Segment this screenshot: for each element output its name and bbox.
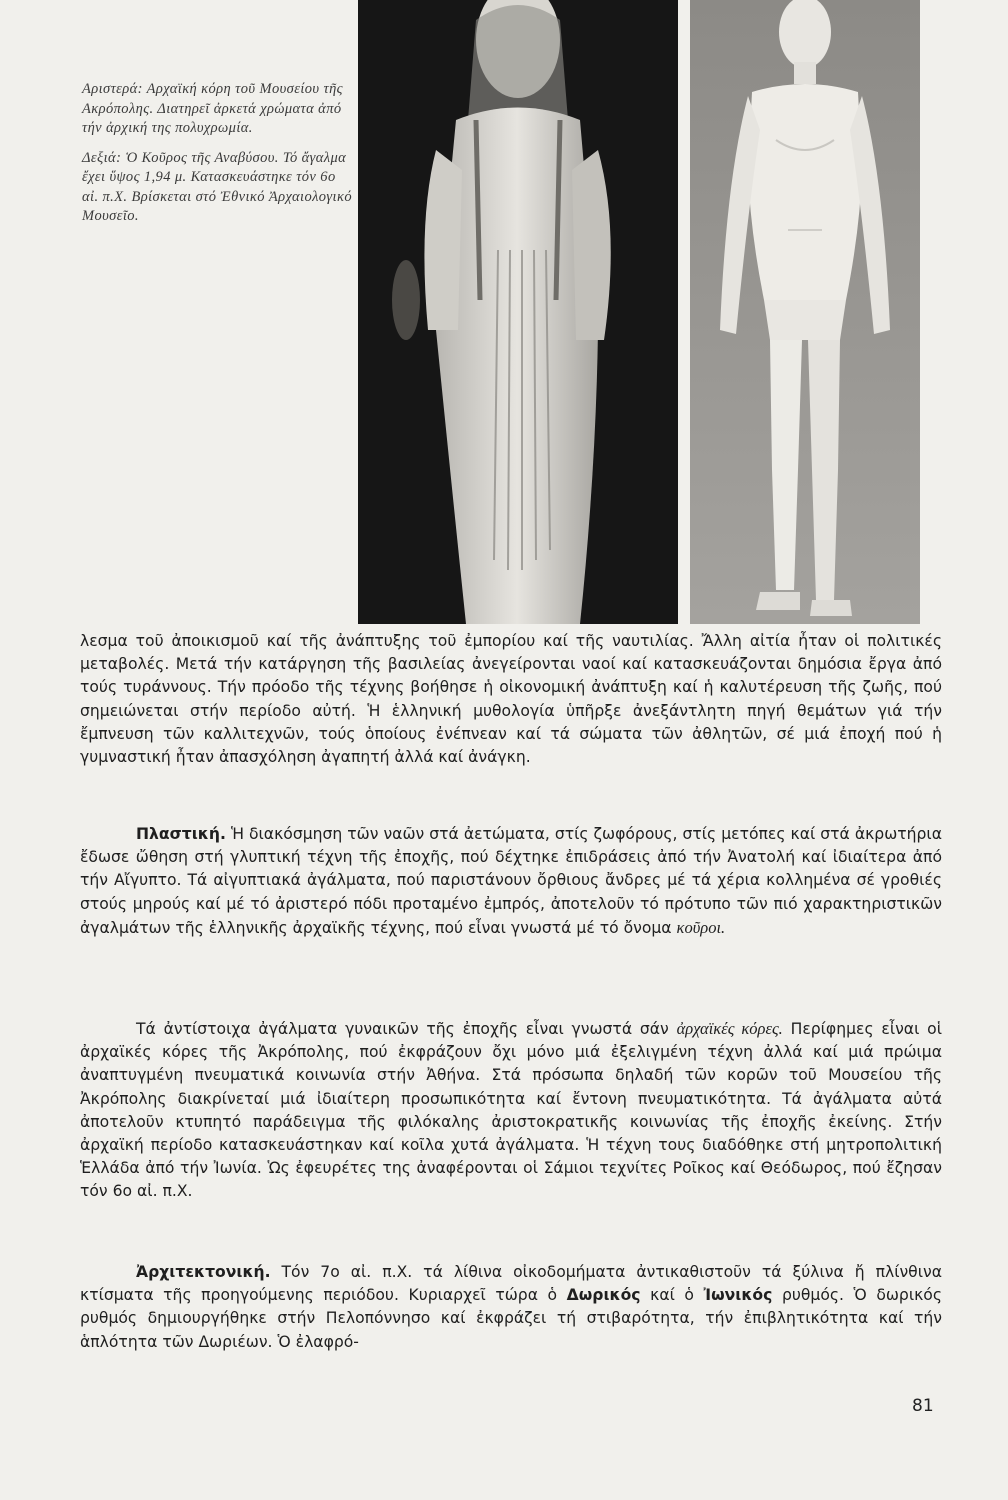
kouros-statue-image [690,0,920,624]
korai-text-b: Περίφημες εἶναι οἱ ἀρχαϊκές κόρες τῆς Ἀκρόπολης, πού ἐκφράζουν ὄχι μόνο μιά ἐξελιγμένη τέχνη ἀλλά καί μιά πρώιμα ἀναπτυγμένη πνευματικά κοινωνία στήν Ἀθήνα. Στά πρόσωπα δηλαδή τῶν κορῶν τοῦ Μουσείου τῆς Ἀκρόπολης διακρίνεταί μιά ἰδιαίτερη προσωπικότητα καί ἔντονη πνευματικότητα. Τά ἀγάλματα αὐτά ἀποτελοῦν κτυπητό παράδειγμα τῆς φιλόκαλης ἀριστοκρατικῆς κοινωνίας τῆς ἐποχῆς ἐκείνης. Στήν ἀρχαϊκή περίοδο κατασκευάστηκαν καί κοῖλα χυτά ἀγάλματα. Ἡ τέχνη τους διαδόθηκε στή μητροπολιτική Ἑλλάδα ἀπό τήν Ἰωνία. Ὡς ἐφευρέτες της ἀναφέρονται οἱ Σάμιοι τεχνίτες Ροῖκος καί Θεόδωρος, πού ἔζησαν τόν 6ο αἰ. π.Χ. [80,1020,942,1201]
kore-photo [358,0,678,624]
architecture-text-a: Τόν 7ο αἰ. π.Χ. τά λίθινα οἰκοδομήματα ἀντικαθιστοῦν τά ξύλινα ἤ πλίνθινα κτίσματα τῆς προηγούμενης περιόδου. Κυριαρχεῖ τώρα ὁ [80,1263,942,1305]
kore-statue-image [358,0,678,624]
korai-text-a: Τά ἀντίστοιχα ἀγάλματα γυναικῶν τῆς ἐποχῆς εἶναι γνωστά σάν [136,1020,677,1038]
paragraph-korai [80,1017,942,1204]
doric-term: Δωρικός [566,1286,641,1305]
architecture-heading: Ἀρχιτεκτονική. [136,1263,271,1281]
paragraph-sculpture [80,823,942,940]
kouroi-term: κοῦροι. [676,917,726,937]
paragraph-architecture [80,1261,942,1354]
image-caption [82,80,354,237]
kouros-photo [690,0,920,624]
sculpture-text: Ἡ διακόσμηση τῶν ναῶν στά ἀετώματα, στίς ζωφόρους, στίς μετόπες καί στά ἀκρωτήρια ἔδωσε ὤθηση στή γλυπτική τέχνη τῆς ἐποχῆς, πού δέχτηκε ἐπιδράσεις ἀπό τήν Ἀνατολή καί ἰδιαίτερα ἀπό τήν Αἴγυπτο. Τά αἰγυπτιακά ἀγάλματα, πού παριστάνουν ὄρθιους ἄνδρες μέ τά χέρια κολλημένα σέ γροθιές στούς μηρούς καί μέ τό ἀριστερό πόδι προταμένο ἐμπρός, ἀποτελοῦν τό πρότυπο τῶν πιό χαρακτηριστικῶν ἀγαλμάτων τῆς ἑλληνικῆς ἀρχαϊκῆς τέχνης, πού εἶναι γνωστά μέ τό ὄνομα [80,825,942,937]
page-number: 81 [912,1396,934,1416]
paragraph-1 [80,630,942,769]
caption-left: Αριστερά: Αρχαϊκή κόρη τοῦ Μουσείου τῆς Ακρόπολης. Διατηρεῖ ἀρκετά χρώματα ἀπό τήν ἀρχική της πολυχρωμία. [82,81,343,136]
architecture-text-c: ρυθμός. Ὁ δωρικός ρυθμός δημιουργήθηκε στήν Πελοπόννησο καί ἐκφράζει τή στιβαρότητα, τήν ἐπιβλητικότητα καί τήν ἁπλότητα τῶν Δωριέων. Ὁ ἐλαφρό- [80,1286,942,1351]
caption-right: Δεξιά: Ὁ Κοῦρος τῆς Αναβύσου. Τό ἄγαλμα ἔχει ὕψος 1,94 μ. Κατασκευάστηκε τόν 6ο αἰ. π.Χ. Βρίσκεται στό Ἐθνικό Ἀρχαιολογικό Μουσεῖο. [82,149,352,224]
sculpture-heading: Πλαστική. [136,825,226,843]
paragraph-1-text: λεσμα τοῦ ἀποικισμοῦ καί τῆς ἀνάπτυξης τοῦ ἐμπορίου καί τῆς ναυτιλίας. Ἄλλη αἰτία ἦταν οἱ πολιτικές μεταβολές. Μετά τήν κατάργηση τῆς βασιλείας ἀνεγείρονται ναοί καί κατασκευάζονται δημόσια ἔργα ἀπό τούς τυράννους. Τήν πρόοδο τῆς τέχνης βοήθησε ἡ οἰκονομική ἀνάπτυξη καί ἡ καλυτέρευση τῆς ζωῆς, πού σημειώνεται στήν περίοδο αὐτή. Ἡ ἑλληνική μυθολογία ὑπῆρξε ἀνεξάντλητη πηγή θεμάτων γιά τήν ἔμπνευση τῶν καλλιτεχνῶν, τούς ὁποίους ἐνέπνεαν καί τά σώματα τῶν ἀθλητῶν, σέ μιά ἐποχή πού ἡ γυμναστική ἦταν ἀπασχόληση ἀγαπητή ἀλλά καί ἀνάγκη. [80,632,942,767]
ionic-term: Ἰωνικός [703,1286,773,1305]
architecture-text-b: καί ὁ [640,1286,704,1305]
korai-term: ἀρχαϊκές κόρες. [676,1019,783,1038]
